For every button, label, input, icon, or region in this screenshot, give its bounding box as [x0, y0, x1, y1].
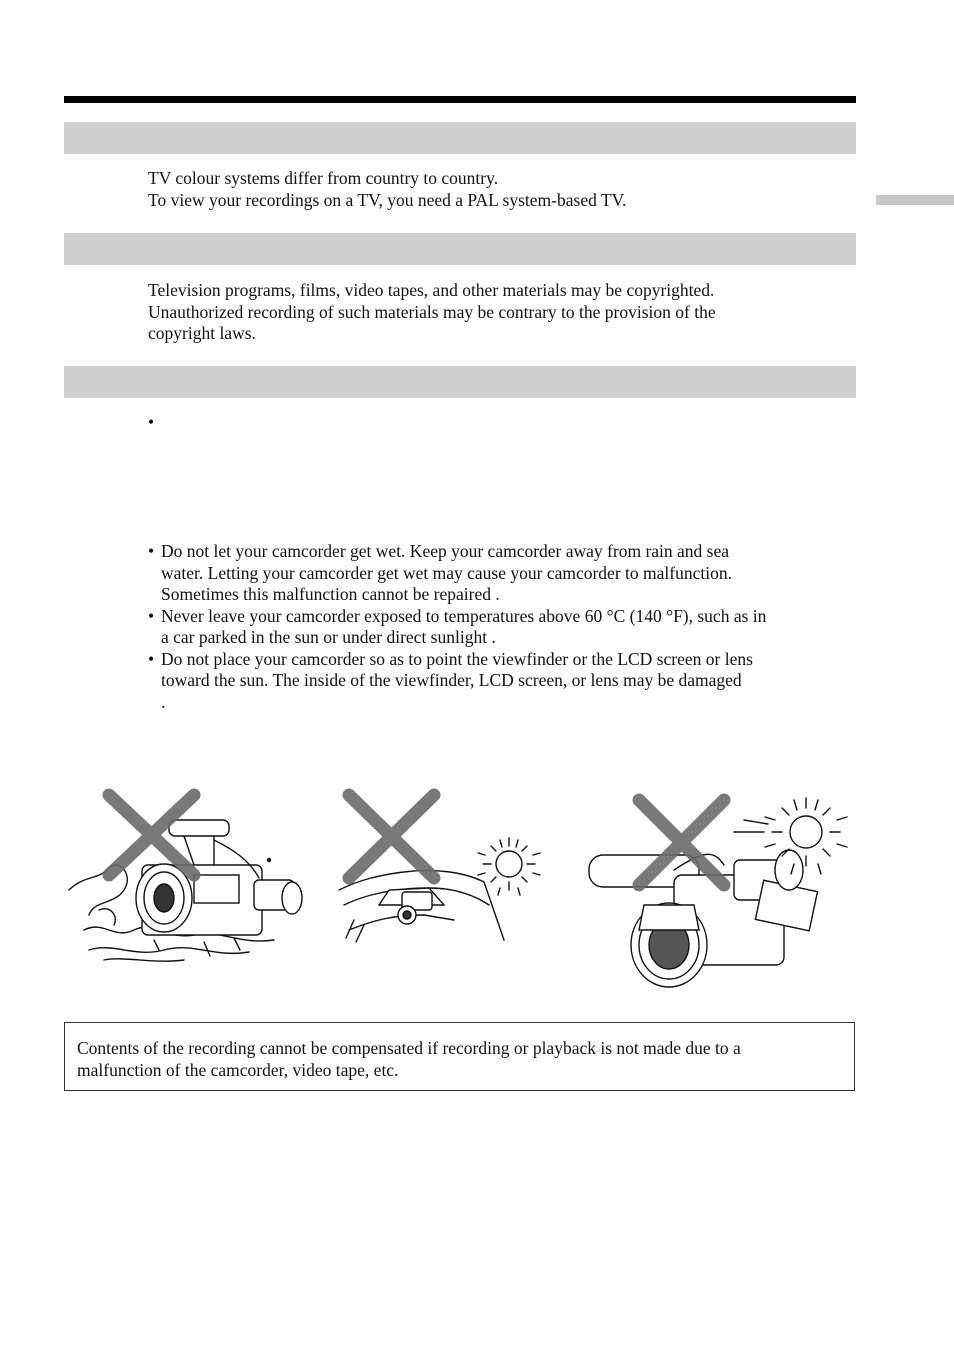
- text-line: .: [161, 691, 166, 712]
- header-rule: [64, 96, 856, 103]
- copyright-text: [148, 280, 848, 345]
- compensation-notice-box: [64, 1022, 855, 1091]
- text-line: Television programs, films, video tapes, and other materials may be copyrighted.: [148, 280, 715, 300]
- camcorder-in-water-prohibited-icon: [64, 780, 314, 970]
- colour-system-text: [148, 168, 848, 211]
- prohibited-cross-icon: [349, 795, 434, 878]
- list-item: [148, 541, 858, 606]
- list-item: [148, 606, 858, 649]
- camcorder-facing-sun-prohibited-icon: [584, 780, 869, 995]
- text-line: TV colour systems differ from country to country.: [148, 168, 499, 188]
- text-line: Contents of the recording cannot be compensated if recording or playback is not made due to a: [77, 1038, 741, 1058]
- text-line: Unauthorized recording of such materials may be contrary to the provision of the: [148, 301, 716, 322]
- camcorder-in-hot-car-prohibited-icon: [334, 780, 564, 950]
- text-line: To view your recordings on a TV, you need a PAL system-based TV.: [148, 189, 627, 210]
- text-line: Do not place your camcorder so as to point the viewfinder or the LCD screen or lens: [161, 648, 753, 669]
- text-line: water. Letting your camcorder get wet may cause your camcorder to malfunction.: [161, 562, 732, 583]
- bullet-marker: •: [148, 541, 155, 561]
- text-line: a car parked in the sun or under direct sunlight .: [161, 627, 496, 647]
- section-heading-band-copyright: [64, 233, 856, 265]
- section-tab-marker: [876, 195, 954, 205]
- bullet-marker: •: [148, 412, 155, 432]
- bullet-marker: •: [148, 648, 155, 669]
- text-line: copyright laws.: [148, 323, 256, 343]
- text-line: toward the sun. The inside of the viewfinder, LCD screen, or lens may be damaged: [161, 670, 742, 690]
- text-line: malfunction of the camcorder, video tape, etc.: [77, 1060, 399, 1080]
- list-item: [148, 649, 858, 714]
- section-heading-band-colour-system: [64, 122, 856, 154]
- text-line: Sometimes this malfunction cannot be repaired .: [161, 584, 500, 604]
- precautions-list: [148, 541, 858, 713]
- bullet-marker: •: [148, 605, 155, 626]
- section-heading-band-precautions: [64, 366, 856, 398]
- text-line: Never leave your camcorder exposed to temperatures above 60 °C (140 °F), such as in: [161, 605, 767, 626]
- text-line: Do not let your camcorder get wet. Keep your camcorder away from rain and sea: [161, 541, 730, 561]
